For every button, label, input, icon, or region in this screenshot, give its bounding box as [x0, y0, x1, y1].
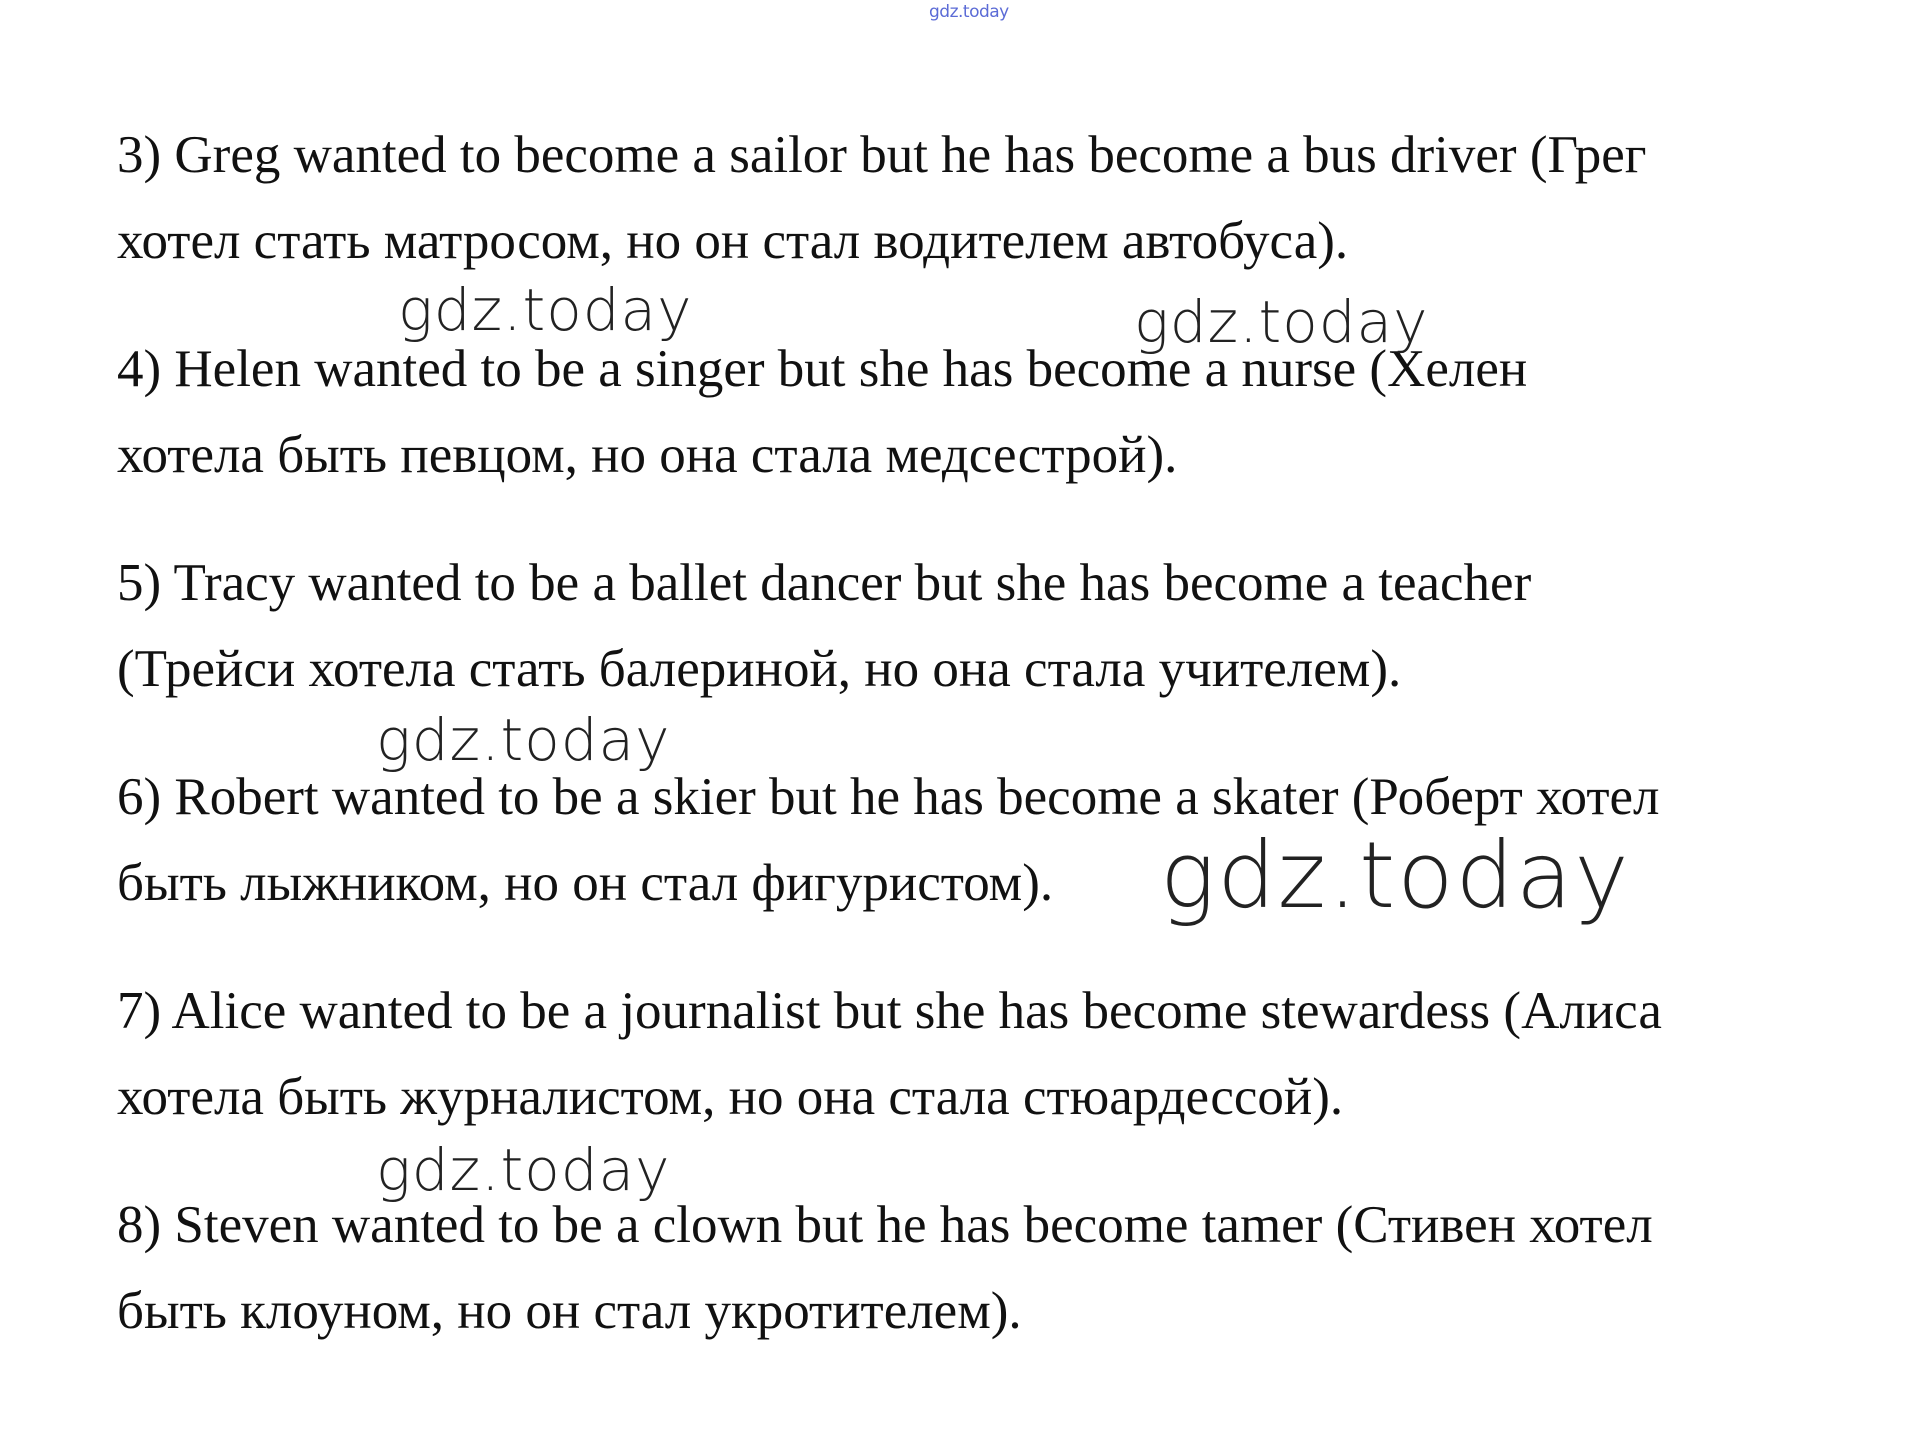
watermark: gdz.today: [398, 276, 693, 344]
answer-line: 5) Tracy wanted to be a ballet dancer but she has become a teacher: [117, 554, 1532, 612]
answer-line: хотела быть журналистом, но она стала стюардессой).: [117, 1068, 1344, 1126]
answer-line: 6) Robert wanted to be a skier but he has become a skater (Роберт хотел: [117, 768, 1660, 826]
header-watermark: gdz.today: [929, 2, 1009, 22]
answer-line: быть клоуном, но он стал укротителем).: [117, 1282, 1022, 1340]
answer-item-7: [117, 968, 1857, 1140]
answer-line: 8) Steven wanted to be a clown but he has become tamer (Стивен хотел: [117, 1196, 1653, 1254]
answer-line: 7) Alice wanted to be a journalist but she has become stewardess (Алиса: [117, 982, 1662, 1040]
watermark: gdz.today: [1160, 822, 1631, 929]
answer-item-3: [117, 112, 1857, 284]
answer-line: хотела быть певцом, но она стала медсестрой).: [117, 426, 1178, 484]
answer-line: 4) Helen wanted to be a singer but she has become a nurse (Хелен: [117, 340, 1528, 398]
watermark: gdz.today: [376, 706, 671, 774]
answer-line: хотел стать матросом, но он стал водителем автобуса).: [117, 212, 1349, 270]
answer-line: быть лыжником, но он стал фигуристом).: [117, 854, 1054, 912]
watermark: gdz.today: [376, 1136, 671, 1204]
watermark: gdz.today: [1134, 288, 1429, 356]
answer-item-5: [117, 540, 1857, 712]
answer-line: 3) Greg wanted to become a sailor but he has become a bus driver (Грег: [117, 126, 1647, 184]
answer-item-8: [117, 1182, 1857, 1354]
answer-line: (Трейси хотела стать балериной, но она стала учителем).: [117, 640, 1402, 698]
answer-item-4: [117, 326, 1857, 498]
